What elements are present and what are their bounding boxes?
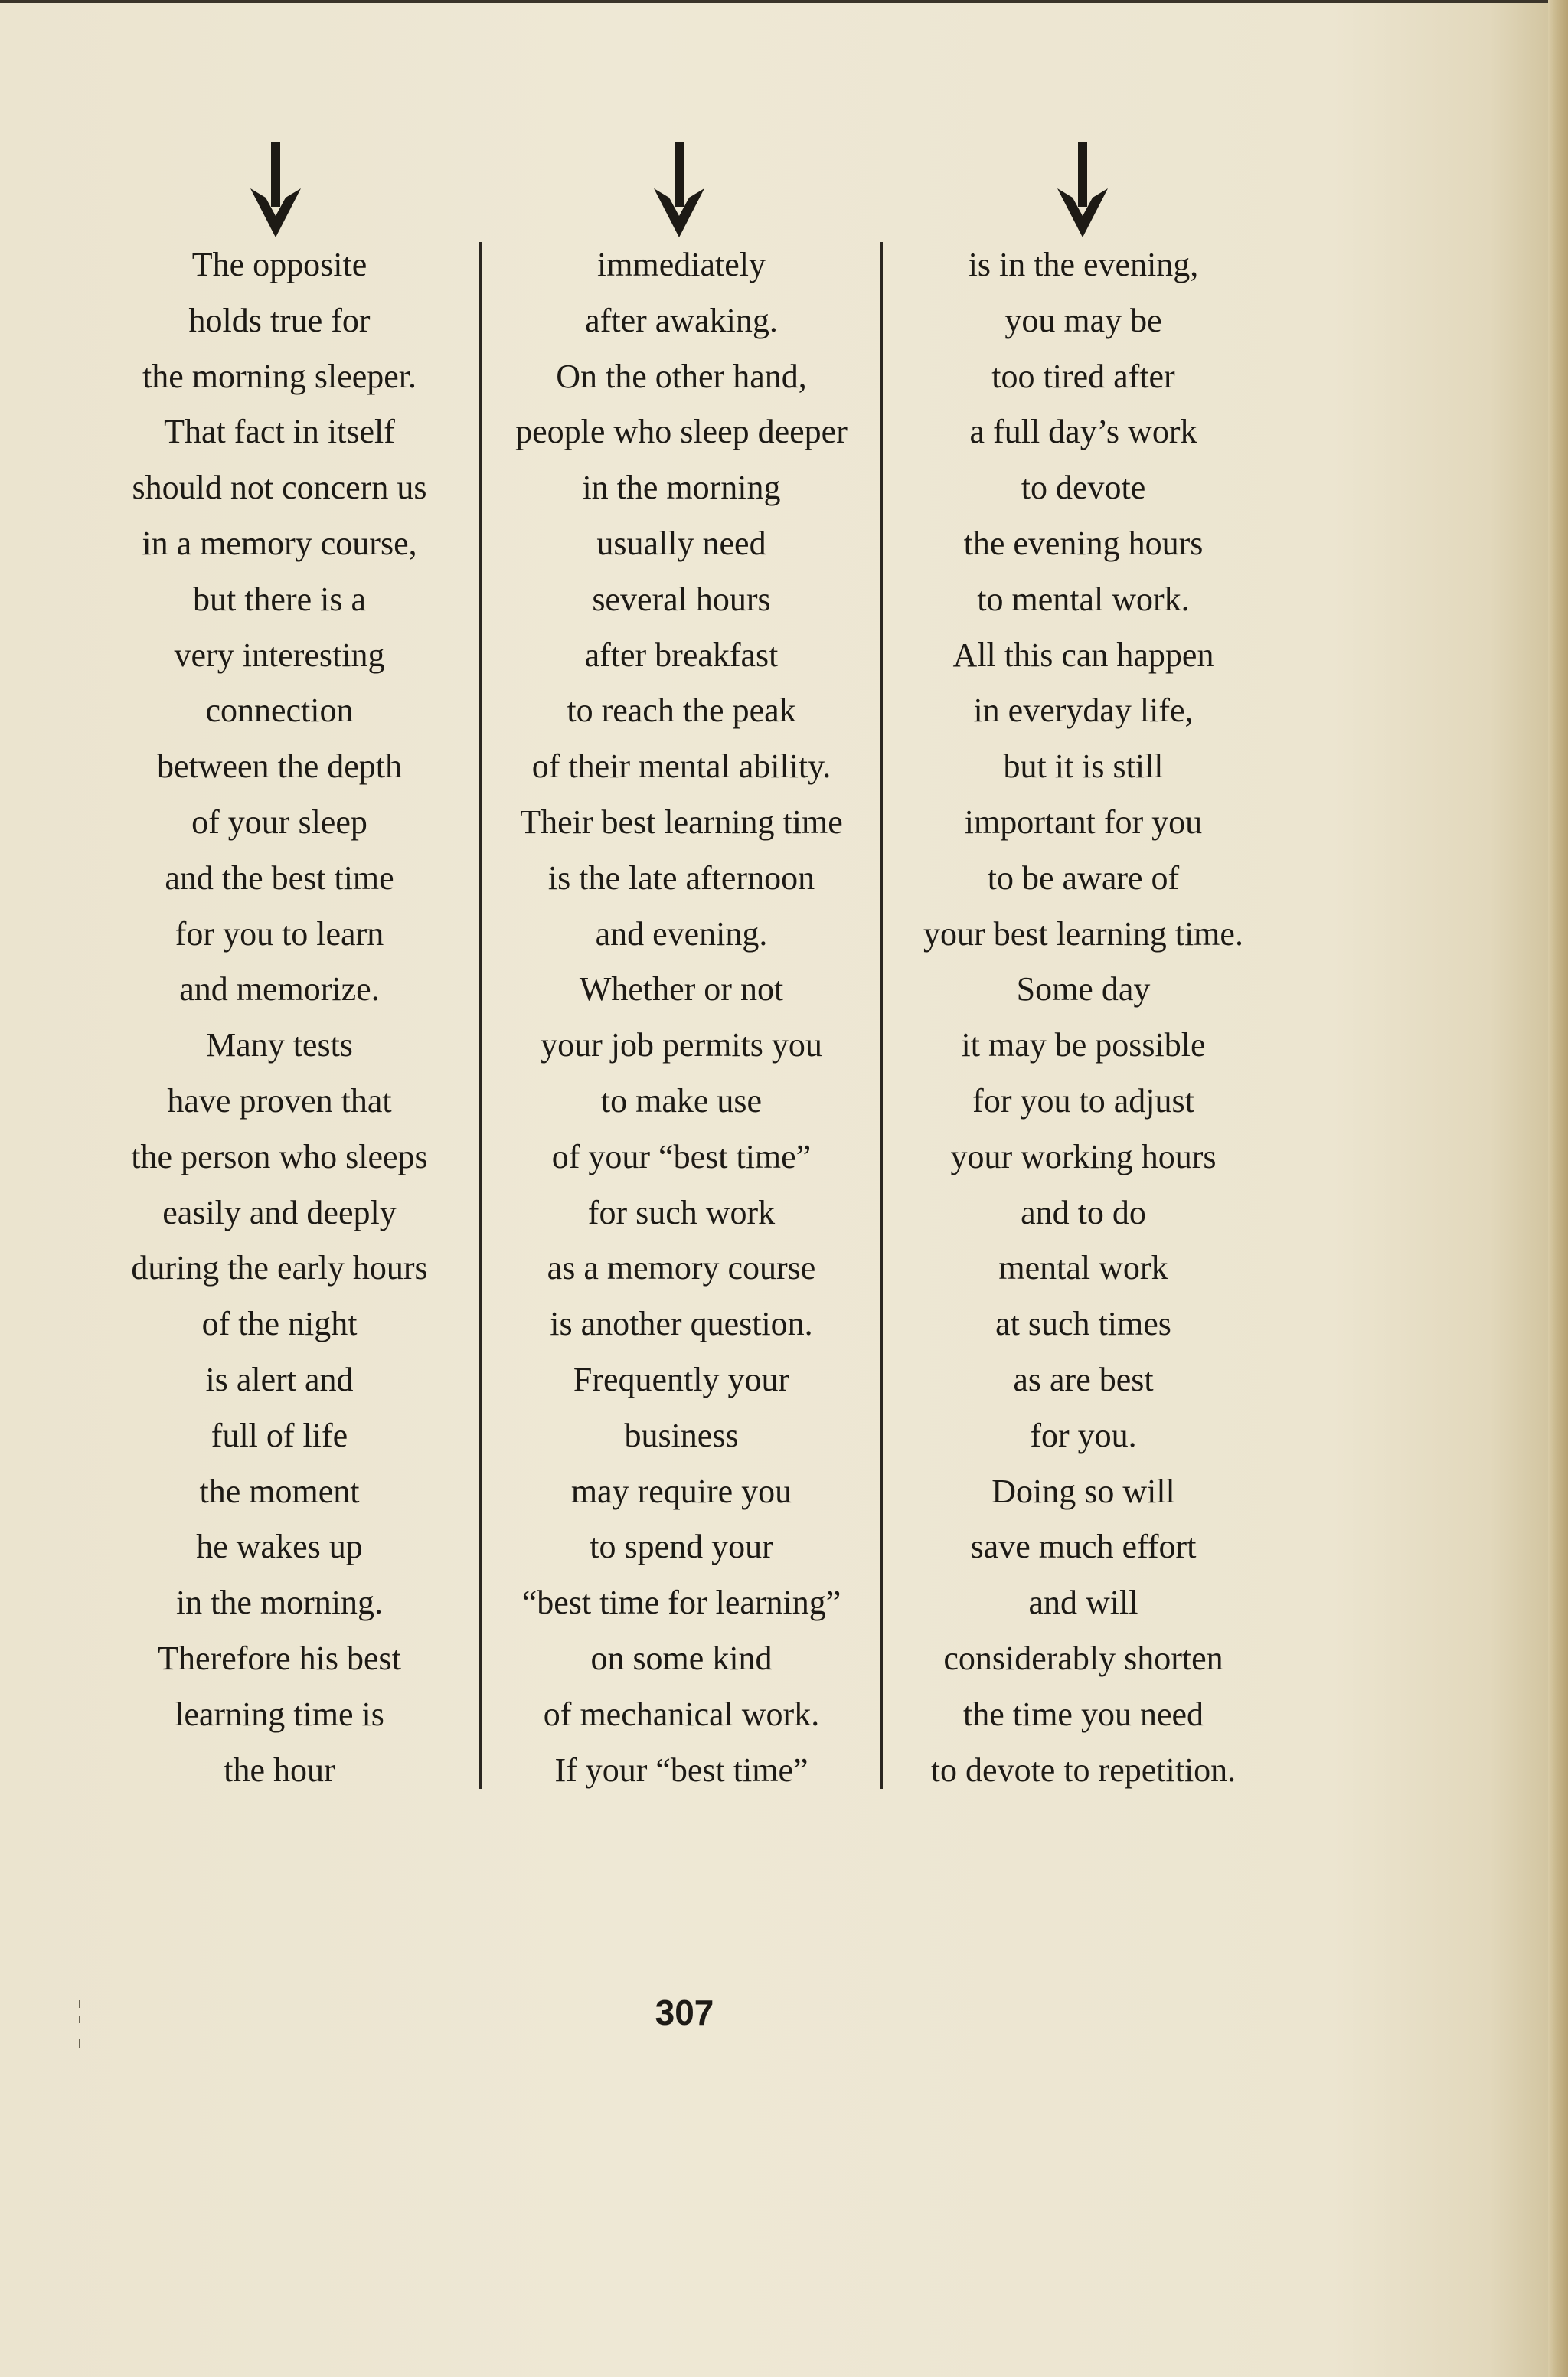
text-line: for you.: [1030, 1416, 1137, 1454]
text-line: Frequently your: [573, 1360, 790, 1398]
text-line: at such times: [995, 1305, 1171, 1343]
text-line: Whether or not: [579, 970, 784, 1009]
text-line: Doing so will: [991, 1472, 1175, 1510]
text-line: is another question.: [550, 1305, 813, 1343]
page-number: 307: [655, 1993, 714, 2032]
text-line: the hour: [224, 1751, 335, 1789]
text-line: to reach the peak: [567, 692, 796, 730]
column-divider: [479, 242, 482, 1789]
text-line: for such work: [587, 1193, 776, 1231]
text-line: but it is still: [1003, 747, 1164, 786]
text-line: you may be: [1004, 301, 1162, 339]
text-line: All this can happen: [952, 636, 1214, 674]
text-line: That fact in itself: [164, 413, 395, 451]
text-line: a full day’s work: [969, 413, 1197, 451]
text-line: full of life: [211, 1416, 348, 1454]
text-line: On the other hand,: [556, 357, 807, 395]
text-line: immediately: [597, 246, 766, 283]
text-line: to mental work.: [977, 580, 1190, 618]
text-line: too tired after: [991, 357, 1175, 395]
down-arrow-icon: [652, 142, 706, 237]
text-line: and the best time: [165, 858, 394, 897]
text-line: the person who sleeps: [131, 1137, 428, 1175]
text-line: people who sleep deeper: [515, 413, 848, 451]
text-line: and will: [1028, 1584, 1138, 1622]
text-line: of your “best time”: [551, 1137, 812, 1175]
text-line: Their best learning time: [520, 803, 843, 841]
text-line: may require you: [570, 1472, 792, 1510]
text-line: in a memory course,: [142, 524, 417, 562]
text-line: to spend your: [590, 1528, 773, 1566]
text-line: the evening hours: [963, 524, 1204, 562]
text-line: between the depth: [156, 747, 403, 786]
text-line: to devote to repetition.: [930, 1751, 1236, 1789]
text-line: for you to learn: [175, 914, 384, 953]
text-line: mental work: [998, 1249, 1168, 1287]
text-line: on some kind: [590, 1639, 773, 1677]
down-arrow-icon: [249, 142, 302, 237]
text-line: as a memory course: [547, 1249, 816, 1287]
text-column-2: [482, 237, 880, 1798]
text-line: during the early hours: [131, 1249, 428, 1287]
text-line: in everyday life,: [973, 692, 1194, 730]
column-divider: [880, 242, 883, 1789]
text-line: is the late afternoon: [547, 858, 815, 897]
text-column-1: [84, 237, 475, 1798]
text-line: the time you need: [962, 1695, 1204, 1733]
text-line: important for you: [964, 803, 1203, 841]
text-line: to be aware of: [987, 858, 1180, 897]
page-right-edge: [1548, 0, 1568, 2377]
text-line: after awaking.: [585, 301, 778, 339]
text-line: as are best: [1013, 1360, 1154, 1398]
text-line: Some day: [1016, 970, 1151, 1009]
margin-mark: [79, 2000, 80, 2008]
margin-mark: [79, 2016, 80, 2023]
text-line: of your sleep: [191, 803, 368, 841]
text-line: the moment: [199, 1472, 360, 1510]
text-line: after breakfast: [584, 636, 779, 674]
text-line: easily and deeply: [162, 1193, 397, 1231]
text-column-3: [888, 237, 1279, 1798]
text-line: of mechanical work.: [543, 1695, 820, 1733]
text-line: it may be possible: [961, 1026, 1206, 1064]
text-line: is alert and: [205, 1360, 354, 1398]
text-line: in the morning.: [175, 1584, 384, 1622]
text-line: and evening.: [595, 914, 768, 953]
text-line: save much effort: [970, 1528, 1197, 1566]
text-line: for you to adjust: [972, 1081, 1194, 1120]
text-line: have proven that: [167, 1081, 392, 1120]
down-arrow-icon: [1056, 142, 1109, 237]
text-line: should not concern us: [132, 469, 427, 507]
text-line: your working hours: [950, 1137, 1217, 1175]
text-line: The opposite: [191, 246, 368, 283]
text-line: Many tests: [206, 1026, 353, 1064]
text-line: and to do: [1021, 1193, 1146, 1231]
text-line: and memorize.: [179, 970, 380, 1009]
text-line: learning time is: [175, 1695, 384, 1733]
text-line: “best time for learning”: [521, 1584, 841, 1622]
text-line: several hours: [592, 580, 771, 618]
text-line: your best learning time.: [923, 914, 1243, 953]
text-line: usually need: [596, 524, 766, 562]
text-line: your job permits you: [541, 1026, 822, 1064]
text-line: to make use: [600, 1081, 763, 1120]
margin-mark: [79, 2039, 80, 2048]
text-line: in the morning: [582, 469, 781, 507]
page-top-edge: [0, 0, 1568, 3]
text-line: Therefore his best: [158, 1639, 401, 1677]
text-line: of the night: [201, 1305, 358, 1343]
text-line: but there is a: [192, 580, 367, 618]
text-line: very interesting: [174, 636, 385, 674]
text-line: connection: [205, 692, 354, 730]
text-line: is in the evening,: [968, 246, 1199, 283]
text-line: the morning sleeper.: [142, 357, 416, 395]
text-line: of their mental ability.: [531, 747, 831, 786]
text-line: he wakes up: [196, 1528, 363, 1566]
text-line: to devote: [1021, 469, 1146, 507]
text-line: considerably shorten: [943, 1639, 1223, 1677]
text-line: business: [624, 1416, 739, 1454]
text-line: holds true for: [188, 301, 371, 339]
text-line: If your “best time”: [554, 1751, 808, 1789]
